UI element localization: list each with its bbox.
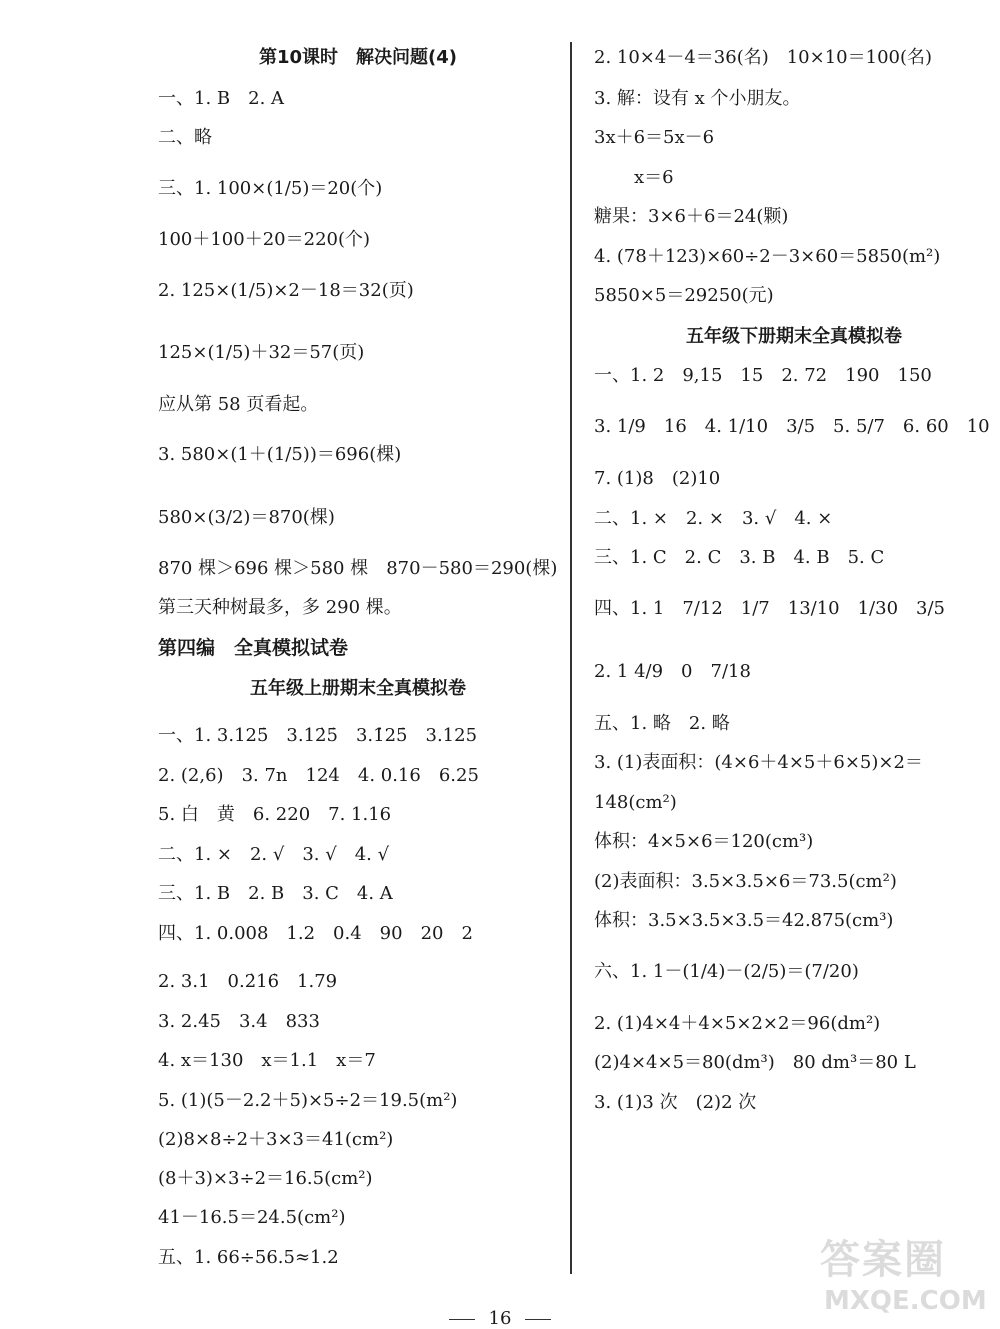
answer-line-r10: 7. (1)8 (2)10 [594,468,721,489]
page-number: 16 [488,1308,512,1329]
footer-dash-right [525,1319,551,1320]
answer-line-l8: 3. 580×(1＋(1/5))＝696(棵) [158,444,402,465]
answer-line-r15: 五、1. 略 2. 略 [594,713,730,734]
section-heading-h2: 第四编 全真模拟试卷 [158,637,349,659]
footer-dash-left [449,1319,475,1320]
answer-line-l15: 二、1. × 2. √ 3. √ 4. √ [158,844,390,865]
answer-line-l23: (8＋3)×3÷2＝16.5(cm²) [158,1168,373,1189]
answer-line-r13: 四、1. 1 7/12 1/7 13/10 1/30 3/5 [594,598,945,619]
answer-line-l20: 4. x＝130 x＝1.1 x＝7 [158,1050,376,1071]
section-heading-h4: 五年级下册期末全真模拟卷 [686,326,902,347]
answer-line-l6: 125×(1/5)＋32＝57(页) [158,342,365,363]
section-heading-h1: 第10课时 解决问题(4) [258,47,458,68]
column-divider [570,42,572,1274]
answer-line-r9: 3. 1/9 16 4. 1/10 3/5 5. 5/7 6. 60 10 [594,416,990,437]
answer-line-l24: 41－16.5＝24.5(cm²) [158,1207,346,1228]
answer-line-l3: 三、1. 100×(1/5)＝20(个) [158,178,383,199]
answer-line-r16: 3. (1)表面积：(4×6＋4×5＋6×5)×2＝ [594,752,923,773]
answer-line-l14: 5. 白 黄 6. 220 7. 1.16 [158,804,392,825]
section-heading-h3: 五年级上册期末全真模拟卷 [250,678,466,699]
answer-line-l9: 580×(3/2)＝870(棵) [158,507,335,528]
answer-line-r7: 5850×5＝29250(元) [594,285,774,306]
answer-line-l19: 3. 2.45 3.4 833 [158,1011,320,1032]
answer-line-r1: 2. 10×4－4＝36(名) 10×10＝100(名) [594,47,933,68]
answer-line-l2: 二、略 [158,127,212,148]
answer-line-r2: 3. 解：设有 x 个小朋友。 [594,88,801,109]
answer-line-r20: 体积：3.5×3.5×3.5＝42.875(cm³) [594,910,894,931]
answer-line-l25: 五、1. 66÷56.5≈1.2 [158,1247,339,1268]
answer-line-l11: 第三天种树最多，多 290 棵。 [158,597,402,618]
answer-line-l22: (2)8×8÷2＋3×3＝41(cm²) [158,1129,394,1150]
answer-line-l13: 2. (2,6) 3. 7n 124 4. 0.16 6.25 [158,765,479,786]
watermark-text: 答案圈 [820,1237,946,1283]
answer-line-l18: 2. 3.1 0.2̇16̇ 1.79 [158,971,338,992]
answer-line-l16: 三、1. B 2. B 3. C 4. A [158,883,393,904]
answer-line-r19: (2)表面积：3.5×3.5×6＝73.5(cm²) [594,871,897,892]
answer-line-r4: x＝6 [634,167,674,188]
answer-line-r17: 148(cm²) [594,792,677,813]
answer-line-l10: 870 棵＞696 棵＞580 棵 870－580＝290(棵) [158,558,558,579]
answer-line-r24: 3. (1)3 次 (2)2 次 [594,1092,757,1113]
answer-line-r23: (2)4×4×5＝80(dm³) 80 dm³＝80 L [594,1052,916,1073]
answer-line-r22: 2. (1)4×4＋4×5×2×2＝96(dm²) [594,1013,881,1034]
answer-line-l5: 2. 125×(1/5)×2－18＝32(页) [158,280,414,301]
answer-line-l7: 应从第 58 页看起。 [158,394,319,415]
answer-line-l12: 一、1. 3.125̇ 3.12̇5̇ 3.1̇25̇ 3.125 [158,725,478,746]
watermark-logo [820,1228,990,1323]
watermark-url: MXQE.COM [824,1286,987,1316]
answer-line-l21: 5. (1)(5－2.2＋5)×5÷2＝19.5(m²) [158,1090,458,1111]
answer-line-r8: 一、1. 2 9,15 15 2. 72 190 150 [594,365,932,386]
answer-line-r21: 六、1. 1－(1/4)－(2/5)＝(7/20) [594,961,859,982]
answer-line-r12: 三、1. C 2. C 3. B 4. B 5. C [594,547,885,568]
answer-line-l1: 一、1. B 2. A [158,88,285,109]
answer-line-r5: 糖果：3×6＋6＝24(颗) [594,206,789,227]
answer-line-r6: 4. (78＋123)×60÷2－3×60＝5850(m²) [594,246,941,267]
answer-line-l17: 四、1. 0.008 1.2 0.4 90 20 2 [158,923,473,944]
answer-line-r3: 3x＋6＝5x－6 [594,127,715,148]
answer-line-r18: 体积：4×5×6＝120(cm³) [594,831,814,852]
answer-line-l4: 100＋100＋20＝220(个) [158,229,371,250]
answer-line-r14: 2. 1 4/9 0 7/18 [594,661,751,682]
answer-line-r11: 二、1. × 2. × 3. √ 4. × [594,508,833,529]
